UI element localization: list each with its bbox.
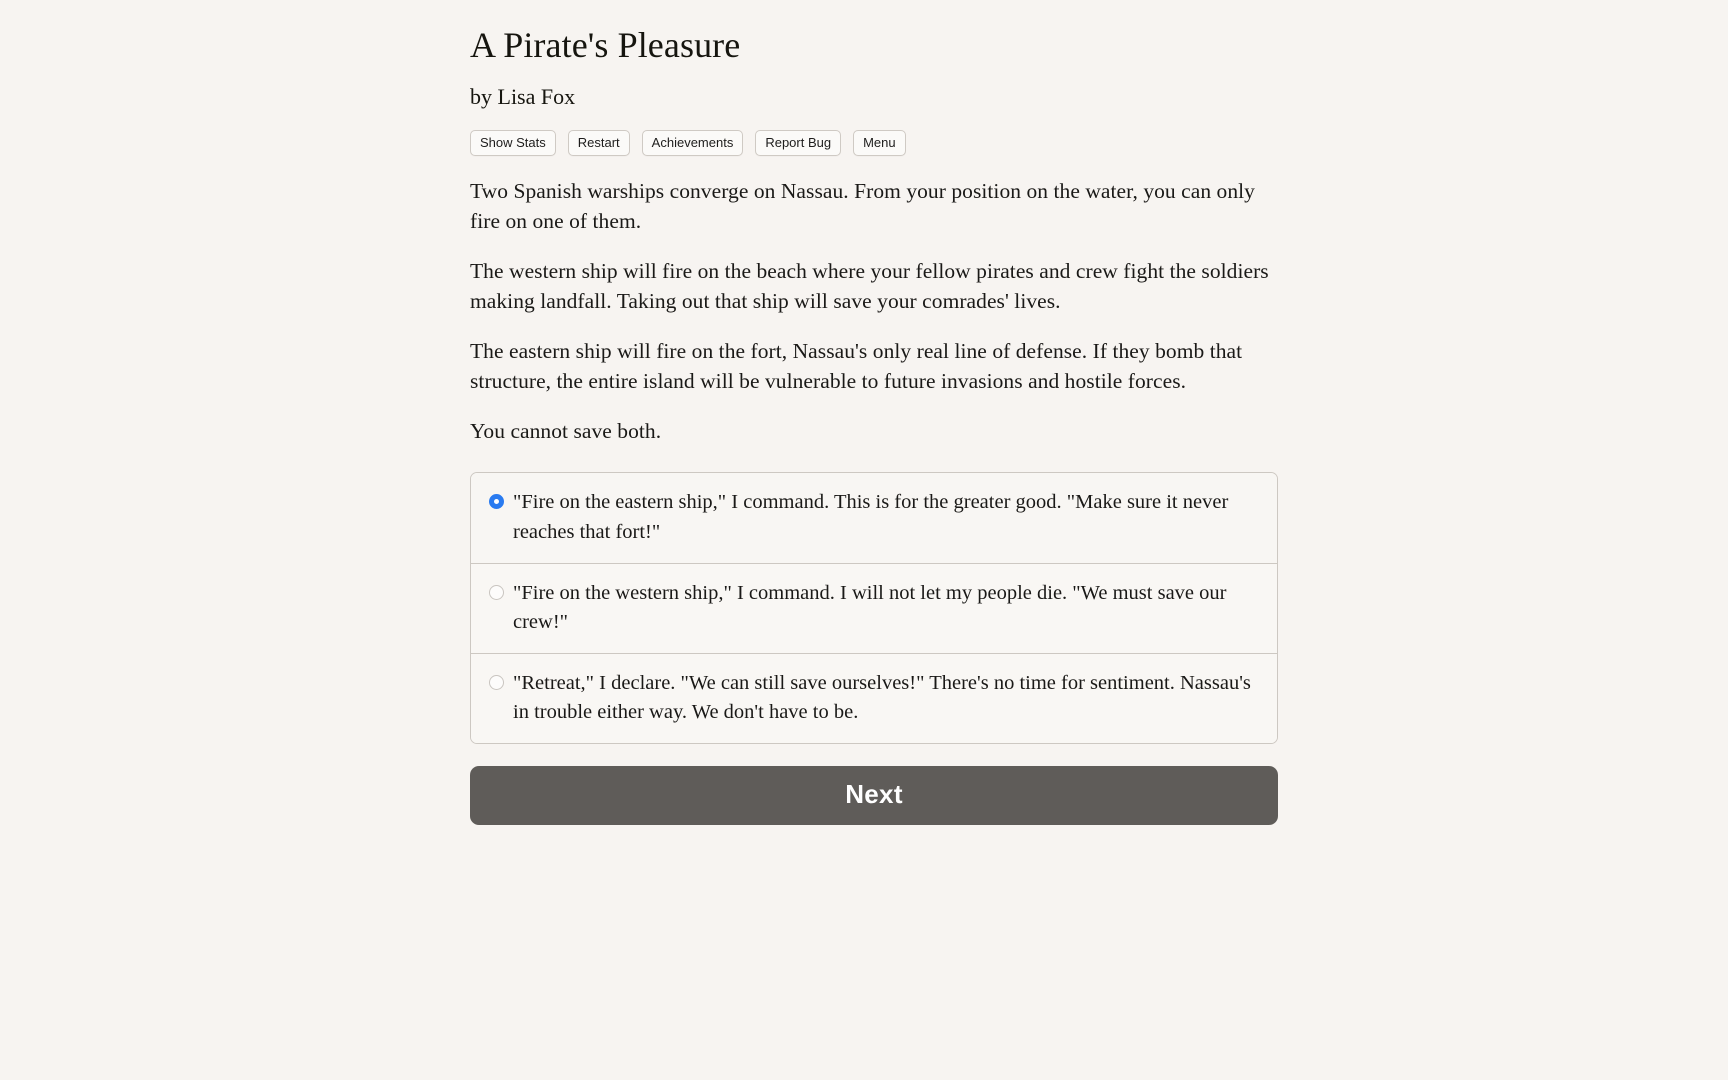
choice-label: "Fire on the eastern ship," I command. This is for the greater good. "Make sure it never reaches that fort!": [513, 491, 1229, 543]
choice-option[interactable]: [471, 564, 1277, 654]
restart-button[interactable]: Restart: [568, 130, 630, 156]
story-paragraph: The eastern ship will fire on the fort, Nassau's only real line of defense. If they bomb that structure, the entire island will be vulnerable to future invasions and hostile forces.: [470, 338, 1243, 394]
story-text: [470, 176, 1278, 447]
show-stats-button[interactable]: Show Stats: [470, 130, 556, 156]
choice-option[interactable]: [471, 654, 1277, 743]
choice-label: "Fire on the western ship," I command. I will not let my people die. "We must save our crew!": [513, 581, 1227, 633]
page-title: A Pirate's Pleasure: [470, 25, 741, 65]
choice-list: [470, 472, 1278, 744]
story-container: [470, 0, 1278, 825]
next-button[interactable]: Next: [470, 766, 1278, 825]
menu-button[interactable]: Menu: [853, 130, 906, 156]
choice-option[interactable]: [471, 473, 1277, 563]
achievements-button[interactable]: Achievements: [642, 130, 744, 156]
story-paragraph: Two Spanish warships converge on Nassau. From your position on the water, you can only fire on one of them.: [470, 178, 1255, 234]
report-bug-button[interactable]: Report Bug: [755, 130, 841, 156]
story-paragraph: The western ship will fire on the beach where your fellow pirates and crew fight the soldiers making landfall. Taking out that ship will save your comrades' lives.: [470, 258, 1269, 314]
toolbar: [470, 132, 1278, 154]
choice-label: "Retreat," I declare. "We can still save ourselves!" There's no time for sentiment. Nassau's in trouble either way. We don't have to be.: [513, 671, 1251, 723]
radio-button-icon[interactable]: [489, 675, 504, 690]
radio-button-icon[interactable]: [489, 585, 504, 600]
radio-button-icon[interactable]: [489, 494, 504, 509]
story-paragraph: You cannot save both.: [470, 418, 662, 443]
author-byline: by Lisa Fox: [470, 84, 576, 110]
